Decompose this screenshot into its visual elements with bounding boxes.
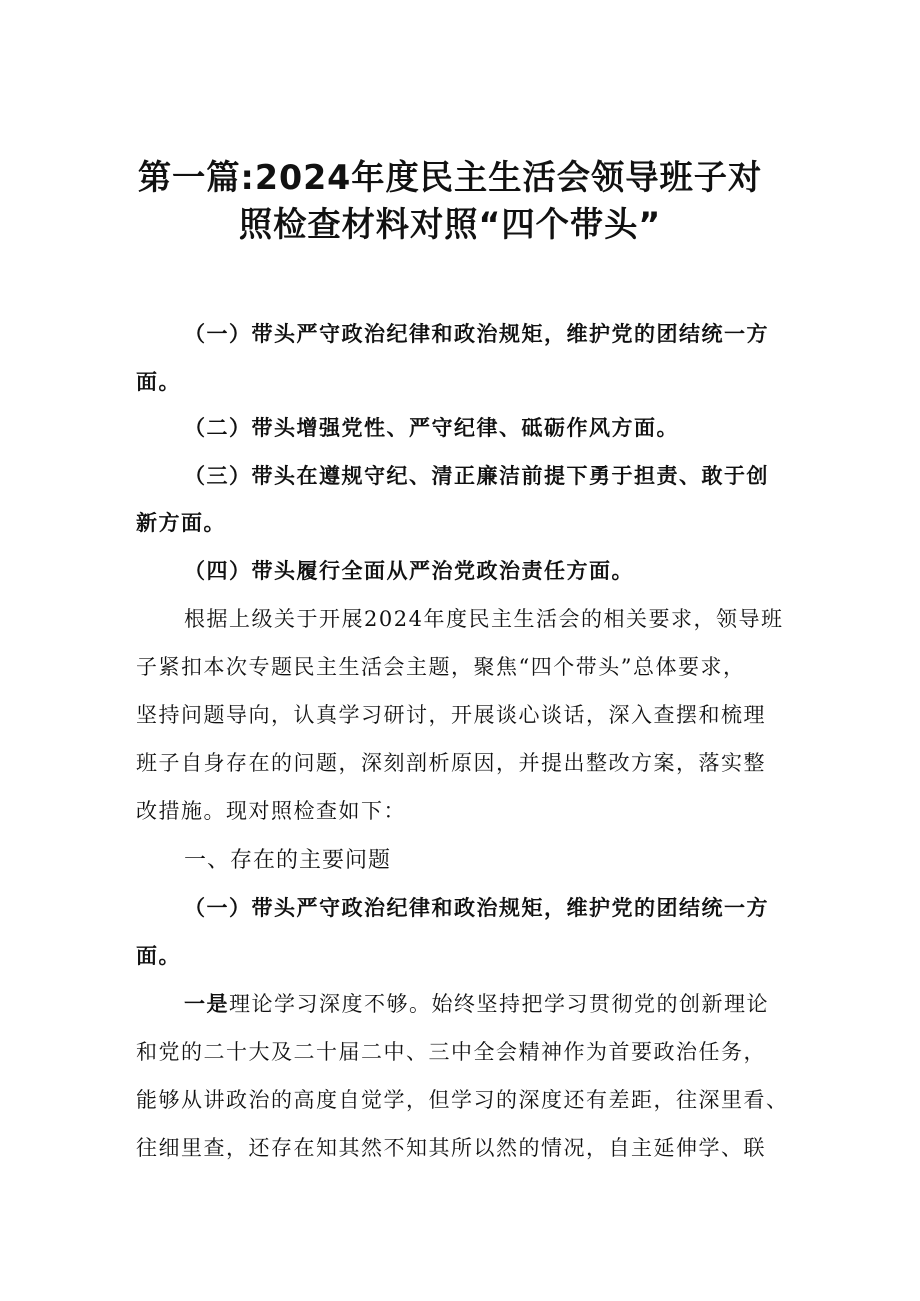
intro-line3: 坚持问题导向，认真学习研讨，开展谈心谈话，深入查摆和梳理 bbox=[136, 703, 766, 727]
document-title-line2: 照检查材料对照“四个带头” bbox=[238, 205, 662, 245]
intro-line1: 根据上级关于开展2024年度民主生活会的相关要求，领导班 bbox=[184, 607, 784, 631]
item3-line1: （三）带头在遵规守纪、清正廉洁前提下勇于担责、敢于创 bbox=[184, 463, 769, 488]
intro-line2: 子紧扣本次专题民主生活会主题，聚焦“四个带头”总体要求， bbox=[136, 655, 746, 679]
item1-line2: 面。 bbox=[136, 369, 181, 394]
point1-line3: 能够从讲政治的高度自觉学，但学习的深度还有差距，往深里看、 bbox=[136, 1088, 789, 1112]
section1-sub1-line1: （一）带头严守政治纪律和政治规矩，维护党的团结统一方 bbox=[184, 895, 769, 920]
point1-line1-text: 理论学习深度不够。始终坚持把学习贯彻党的创新理论 bbox=[229, 992, 769, 1016]
point1-line2: 和党的二十大及二十届二中、三中全会精神作为首要政治任务， bbox=[136, 1040, 766, 1064]
section1-sub1-line2: 面。 bbox=[136, 943, 181, 968]
document-title-line1: 第一篇:2024年度民主生活会领导班子对 bbox=[137, 158, 763, 198]
item3-line2: 新方面。 bbox=[136, 510, 226, 535]
item2-line: （二）带头增强党性、严守纪律、砥砺作风方面。 bbox=[184, 415, 679, 440]
point1-lead: 一是 bbox=[184, 991, 229, 1016]
item4-line: （四）带头履行全面从严治党政治责任方面。 bbox=[184, 558, 634, 583]
intro-line5: 改措施。现对照检查如下： bbox=[136, 799, 406, 823]
point1-line4: 往细里查，还存在知其然不知其所以然的情况，自主延伸学、联 bbox=[136, 1136, 766, 1160]
item1-line1: （一）带头严守政治纪律和政治规矩，维护党的团结统一方 bbox=[184, 321, 769, 346]
point1-line1 bbox=[184, 988, 769, 1018]
intro-line4: 班子自身存在的问题，深刻剖析原因，并提出整改方案，落实整 bbox=[136, 751, 766, 775]
section1-heading: 一、存在的主要问题 bbox=[184, 848, 392, 873]
